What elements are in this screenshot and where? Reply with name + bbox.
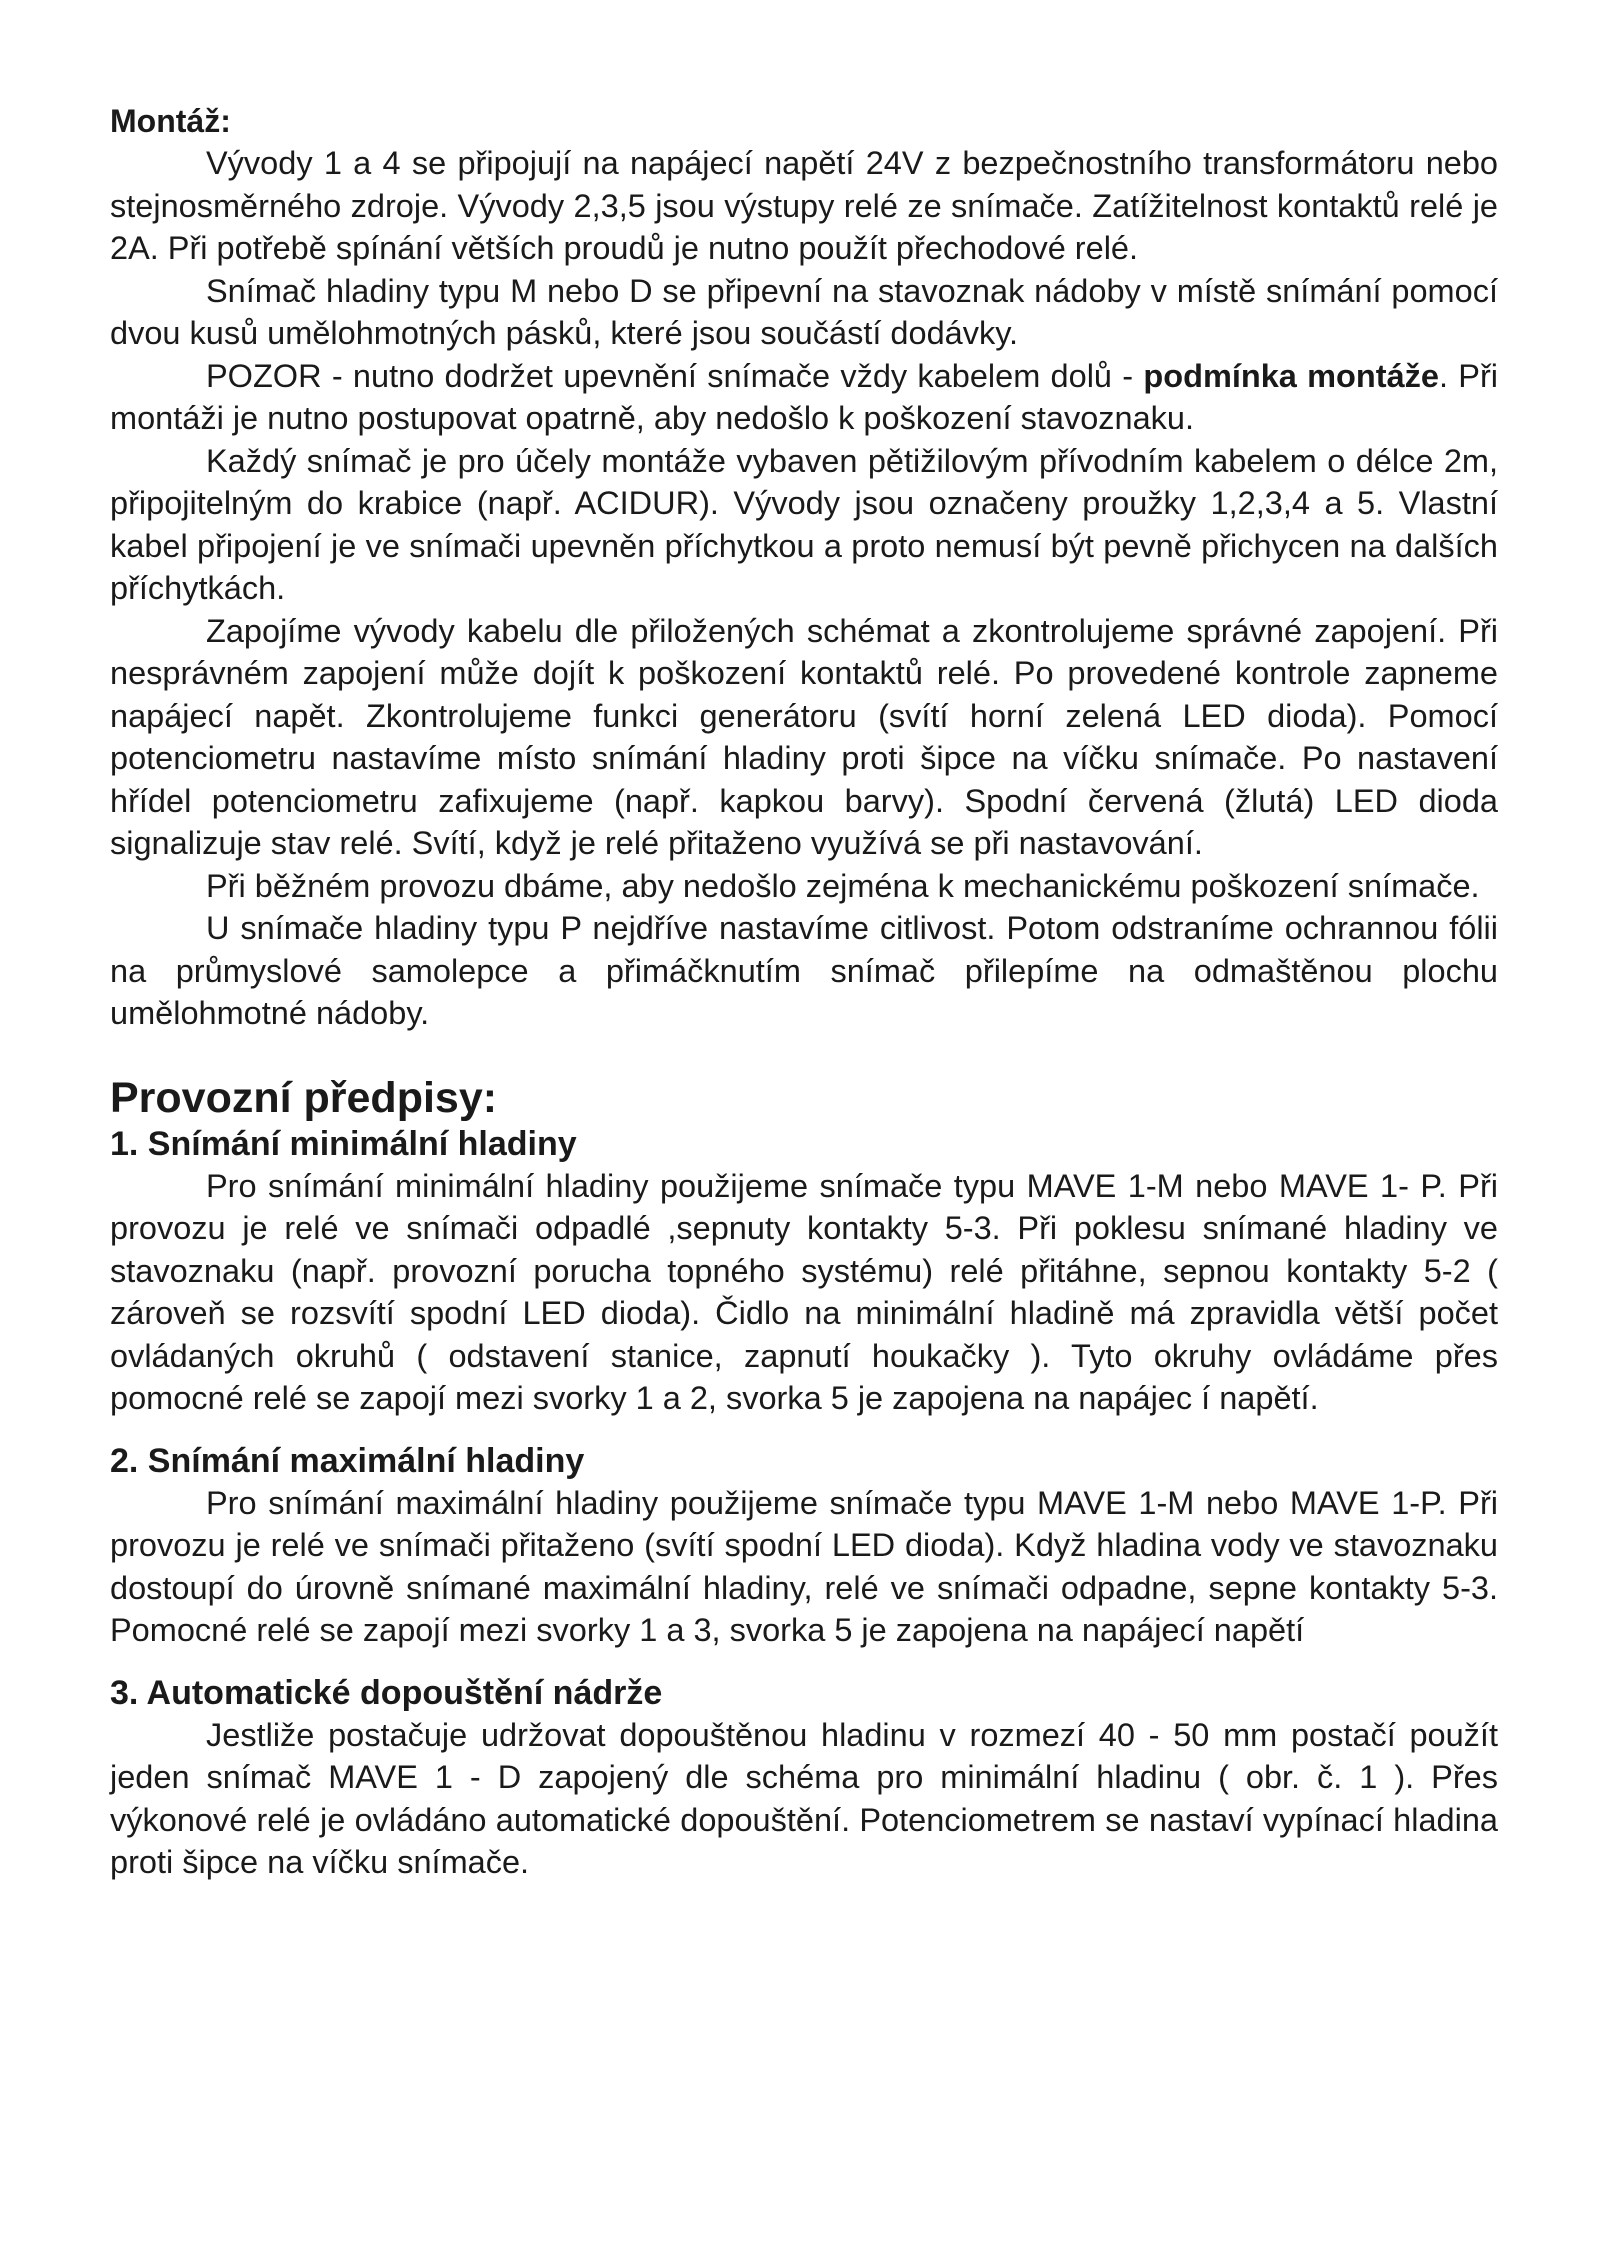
montaz-paragraph-3-bold: podmínka montáže <box>1143 357 1439 394</box>
document-page <box>110 100 1498 1884</box>
montaz-paragraph-6: Při běžném provozu dbáme, aby nedošlo zejména k mechanickému poškození snímače. <box>206 867 1480 904</box>
montaz-paragraph-5: Zapojíme vývody kabelu dle přiložených schémat a zkontrolujeme správné zapojení. Při nesprávném zapojení může dojít k poškození kontaktů relé. Po provedené kontrole zapneme napájecí napět. Zkontrolujeme funkci generátoru (svítí horní zelená LED dioda). Pomocí potenciometru nastavíme místo snímání hladiny proti šipce na víčku snímače. Po nastavení hřídel potenciometru zafixujeme (např. kapkou barvy). Spodní červená (žlutá) LED dioda signalizuje stav relé. Svítí, když je relé přitaženo využívá se při nastavování. <box>110 612 1498 861</box>
section-2-title: 2. Snímání maximální hladiny <box>110 1441 585 1480</box>
section-3-title: 3. Automatické dopouštění nádrže <box>110 1673 663 1712</box>
montaz-paragraph-3 <box>110 355 1498 440</box>
montaz-paragraph-2: Snímač hladiny typu M nebo D se připevní na stavoznak nádoby v místě snímání pomocí dvou kusů umělohmotných pásků, které jsou součástí dodávky. <box>110 272 1498 351</box>
montaz-paragraph-3-start: POZOR - nutno dodržet upevnění snímače vždy kabelem dolů - <box>206 357 1134 394</box>
section-3-text: Jestliže postačuje udržovat dopouštěnou hladinu v rozmezí 40 - 50 mm postačí použít jeden snímač MAVE 1 - D zapojený dle schéma pro minimální hladinu ( obr. č. 1 ). Přes výkonové relé je ovládáno automatické dopouštění. Potenciometrem se nastaví vypínací hladina proti šipce na víčku snímače. <box>110 1716 1498 1880</box>
section-1-title: 1. Snímání minimální hladiny <box>110 1124 577 1163</box>
montaz-paragraph-3-end: . Při montáži je nutno postupovat opatrně, aby nedošlo k poškození stavoznaku. <box>110 357 1499 436</box>
montaz-paragraph-4: Každý snímač je pro účely montáže vybaven pětižilovým přívodním kabelem o délce 2m, připojitelným do krabice (např. ACIDUR). Vývody jsou označeny proužky 1,2,3,4 a 5. Vlastní kabel připojení je ve snímači upevněn příchytkou a proto nemusí být pevně přichycen na dalších příchytkách. <box>110 442 1498 606</box>
section-2-text: Pro snímání maximální hladiny použijeme snímače typu MAVE 1-M nebo MAVE 1-P. Při provozu je relé ve snímači přitaženo (svítí spodní LED dioda). Když hladina vody ve stavoznaku dostoupí do úrovně snímané maximální hladiny, relé ve snímači odpadne, sepne kontakty 5-3. Pomocné relé se zapojí mezi svorky 1 a 3, svorka 5 je zapojena na napájecí napětí <box>110 1484 1498 1648</box>
section-1-text: Pro snímání minimální hladiny použijeme snímače typu MAVE 1-M nebo MAVE 1- P. Při provozu je relé ve snímači odpadlé ,sepnuty kontakty 5-3. Při poklesu snímané hladiny ve stavoznaku (např. provozní porucha topného systému) relé přitáhne, sepnou kontakty 5-2 ( zároveň se rozsvítí spodní LED dioda). Čidlo na minimální hladině má zpravidla větší počet ovládaných okruhů ( odstavení stanice, zapnutí houkačky ). Tyto okruhy ovládáme přes pomocné relé se zapojí mezi svorky 1 a 2, svorka 5 je zapojena na napájec í napětí. <box>110 1167 1498 1416</box>
montaz-paragraph-7: U snímače hladiny typu P nejdříve nastavíme citlivost. Potom odstraníme ochrannou fólii na průmyslové samolepce a přimáčknutím snímač přilepíme na odmaštěnou plochu umělohmotné nádoby. <box>110 910 1498 1031</box>
montaz-paragraph-1: Vývody 1 a 4 se připojují na napájecí napětí 24V z bezpečnostního transformátoru nebo stejnosměrného zdroje. Vývody 2,3,5 jsou výstupy relé ze snímače. Zatížitelnost kontaktů relé je 2A. Při potřebě spínání větších proudů je nutno použít přechodové relé. <box>110 145 1498 266</box>
provozni-predpisy-title: Provozní předpisy: <box>110 1073 498 1122</box>
montaz-title: Montáž: <box>110 103 231 139</box>
